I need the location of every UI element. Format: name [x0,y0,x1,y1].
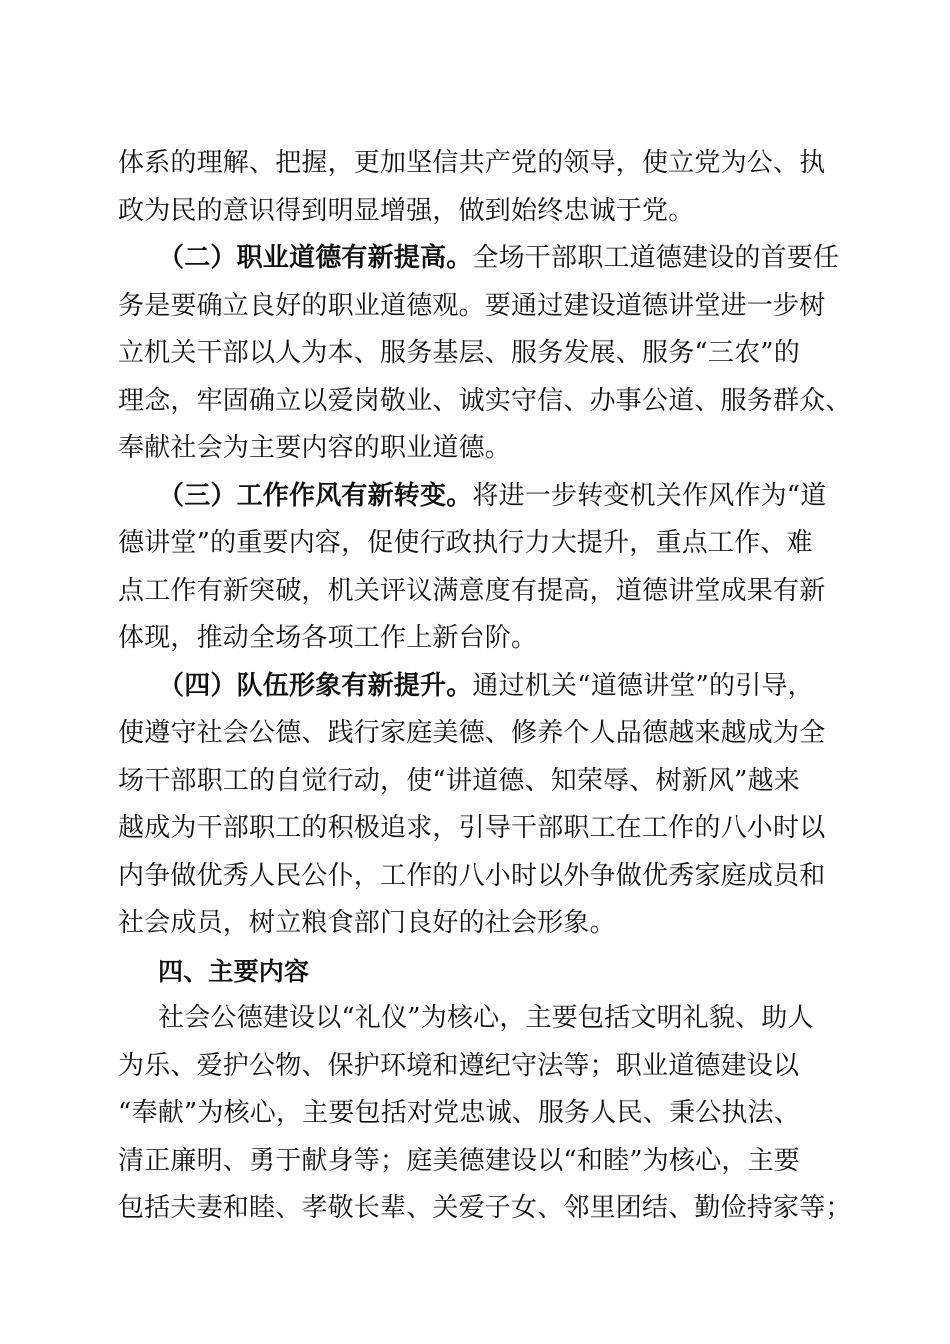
paragraph-line: 体现，推动全场各项工作上新台阶。 [118,623,538,653]
paragraph-line: 奉献社会为主要内容的职业道德。 [118,433,512,463]
paragraph-line: “奉献”为核心，主要包括对党忠诚、服务人民、秉公执法、 [118,1098,800,1128]
subsection-title: （三）工作作风有新转变。 [158,480,473,511]
paragraph-text: 全场干部职工道德建设的首要任 [472,243,840,273]
paragraph-line: 理念，牢固确立以爱岗敬业、诚实守信、办事公道、服务群众、 [118,385,852,416]
paragraph-line: 越成为干部职工的积极追求，引导干部职工在工作的八小时以 [118,813,826,843]
paragraph-line: 场干部职工的自觉行动，使“讲道德、知荣辱、树新风”越来 [118,765,800,796]
paragraph-line: 德讲堂”的重要内容，促使行政执行力大提升，重点工作、难 [118,528,813,558]
paragraph-line: 政为民的意识得到明显增强，做到始终忠诚于党。 [118,195,695,226]
paragraph-line: 社会成员，树立粮食部门良好的社会形象。 [118,908,616,938]
paragraph-line: 为乐、爱护公物、保护环境和遵纪守法等；职业道德建设以 [118,1050,800,1081]
paragraph-line: 包括夫妻和睦、孝敬长辈、关爱子女、邻里团结、勤俭持家等； [118,1193,852,1223]
paragraph-line: 立机关干部以人为本、服务基层、服务发展、服务“三农”的 [118,338,800,368]
paragraph-line: 体系的理解、把握，更加坚信共产党的领导，使立党为公、执 [118,148,826,178]
paragraph-line: 务是要确立良好的职业道德观。要通过建设道德讲堂进一步树 [118,290,826,321]
subsection-title: （四）队伍形象有新提升。 [158,670,473,701]
paragraph-line: 点工作有新突破，机关评议满意度有提高，道德讲堂成果有新 [118,575,826,606]
section-heading: 四、主要内容 [158,956,310,986]
paragraph-first-line [118,473,830,521]
paragraph-first-line [118,235,840,283]
paragraph-first-line [118,663,830,711]
paragraph-line: 清正廉明、勇于献身等；庭美德建设以“和睦”为核心，主要 [118,1145,800,1176]
paragraph-first-line: 社会公德建设以“礼仪”为核心，主要包括文明礼貌、助人 [158,1003,814,1033]
paragraph-line: 内争做优秀人民公仆，工作的八小时以外争做优秀家庭成员和 [118,860,826,891]
paragraph-text: 通过机关“道德讲堂”的引导， [472,670,814,701]
paragraph-text: 将进一步转变机关作风作为“道 [472,480,827,511]
body-text [118,140,852,1233]
subsection-title: （二）职业道德有新提高。 [158,243,473,273]
paragraph-line: 使遵守社会公德、践行家庭美德、修养个人品德越来越成为全 [118,718,826,748]
